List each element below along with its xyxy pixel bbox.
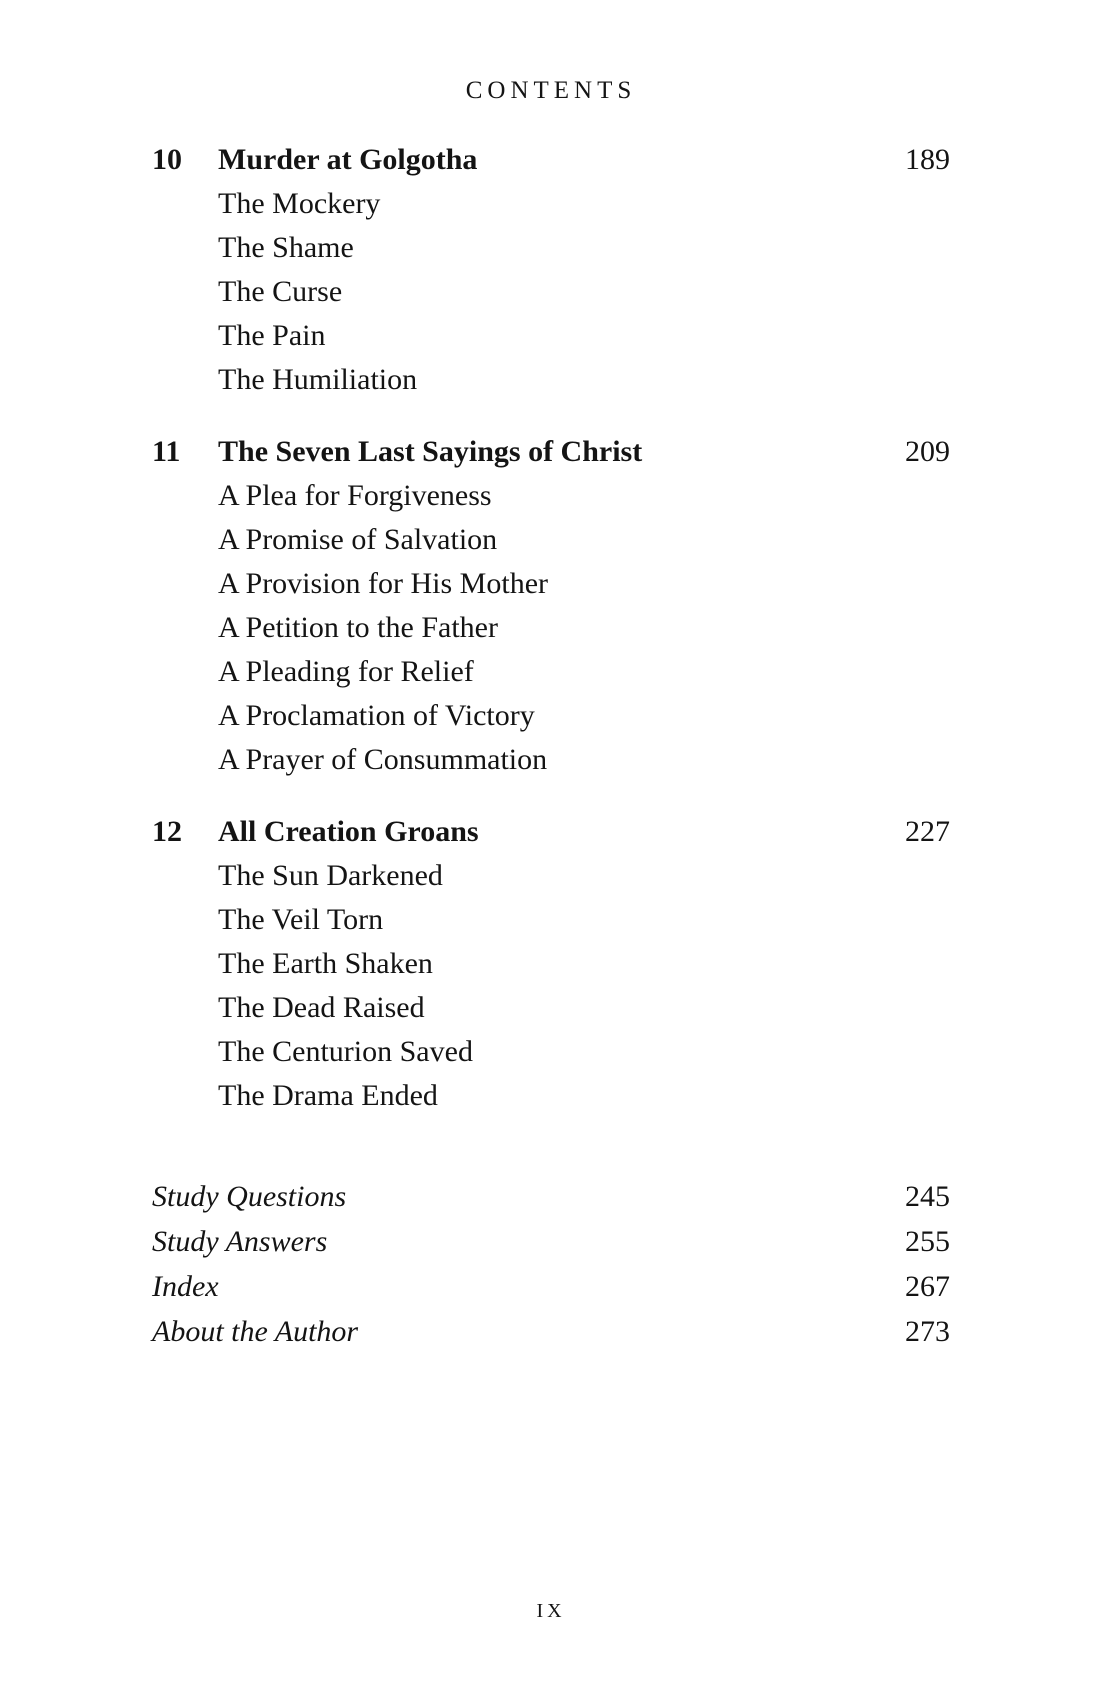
chapter-title: The Seven Last Sayings of Christ [218,435,643,468]
toc-chapter-entry [152,430,950,474]
back-matter-page-number: 245 [905,1180,950,1213]
subsection-title: The Veil Torn [218,903,384,936]
back-matter-entry [152,1174,950,1219]
back-matter-page-number: 273 [905,1315,950,1348]
back-matter-entry [152,1309,950,1354]
toc-subsection-entry [152,898,950,942]
subsection-title: A Prayer of Consummation [218,743,548,776]
page-title: CONTENTS [465,77,637,104]
toc-subsection-entry [152,738,950,782]
toc-subsection-entry [152,650,950,694]
chapter-page-number: 209 [905,435,950,468]
toc-subsection-entry [152,606,950,650]
toc-subsection-entry [152,474,950,518]
chapter-number: 10 [152,143,182,176]
back-matter-page-number: 255 [905,1225,950,1258]
subsection-title: The Sun Darkened [218,859,443,892]
subsection-title: The Humiliation [218,363,418,396]
subsection-title: The Curse [218,275,343,308]
toc-subsection-entry [152,314,950,358]
chapter-block-10 [152,138,950,402]
subsection-title: The Drama Ended [218,1079,438,1112]
toc-chapter-entry [152,810,950,854]
subsection-title: A Petition to the Father [218,611,498,644]
toc-subsection-entry [152,1074,950,1118]
toc-subsection-entry [152,694,950,738]
toc-subsection-entry [152,1030,950,1074]
subsection-title: A Promise of Salvation [218,523,498,556]
toc-subsection-entry [152,518,950,562]
table-of-contents [152,138,950,1354]
back-matter-entry [152,1264,950,1309]
chapter-number: 12 [152,815,182,848]
back-matter-title: Index [152,1270,219,1303]
toc-subsection-entry [152,226,950,270]
subsection-title: The Earth Shaken [218,947,433,980]
toc-subsection-entry [152,942,950,986]
subsection-title: A Plea for Forgiveness [218,479,492,512]
toc-subsection-entry [152,562,950,606]
subsection-title: The Dead Raised [218,991,425,1024]
toc-chapter-entry [152,138,950,182]
toc-subsection-entry [152,182,950,226]
toc-subsection-entry [152,986,950,1030]
chapter-number: 11 [152,435,181,468]
chapter-page-number: 227 [905,815,950,848]
subsection-title: A Pleading for Relief [218,655,474,688]
chapter-page-number: 189 [905,143,950,176]
chapter-title: All Creation Groans [218,815,479,848]
toc-subsection-entry [152,854,950,898]
folio-page-number: IX [536,1600,566,1622]
back-matter-title: Study Questions [152,1180,347,1213]
subsection-title: The Pain [218,319,326,352]
subsection-title: The Mockery [218,187,381,220]
toc-subsection-entry [152,358,950,402]
subsection-title: A Provision for His Mother [218,567,548,600]
toc-subsection-entry [152,270,950,314]
chapter-block-11 [152,430,950,782]
back-matter-title: Study Answers [152,1225,328,1258]
chapter-block-12 [152,810,950,1118]
chapter-title: Murder at Golgotha [218,143,478,176]
back-matter-section [152,1174,950,1354]
back-matter-entry [152,1219,950,1264]
back-matter-title: About the Author [152,1315,359,1348]
subsection-title: A Proclamation of Victory [218,699,535,732]
subsection-title: The Shame [218,231,354,264]
subsection-title: The Centurion Saved [218,1035,473,1068]
back-matter-page-number: 267 [905,1270,950,1303]
